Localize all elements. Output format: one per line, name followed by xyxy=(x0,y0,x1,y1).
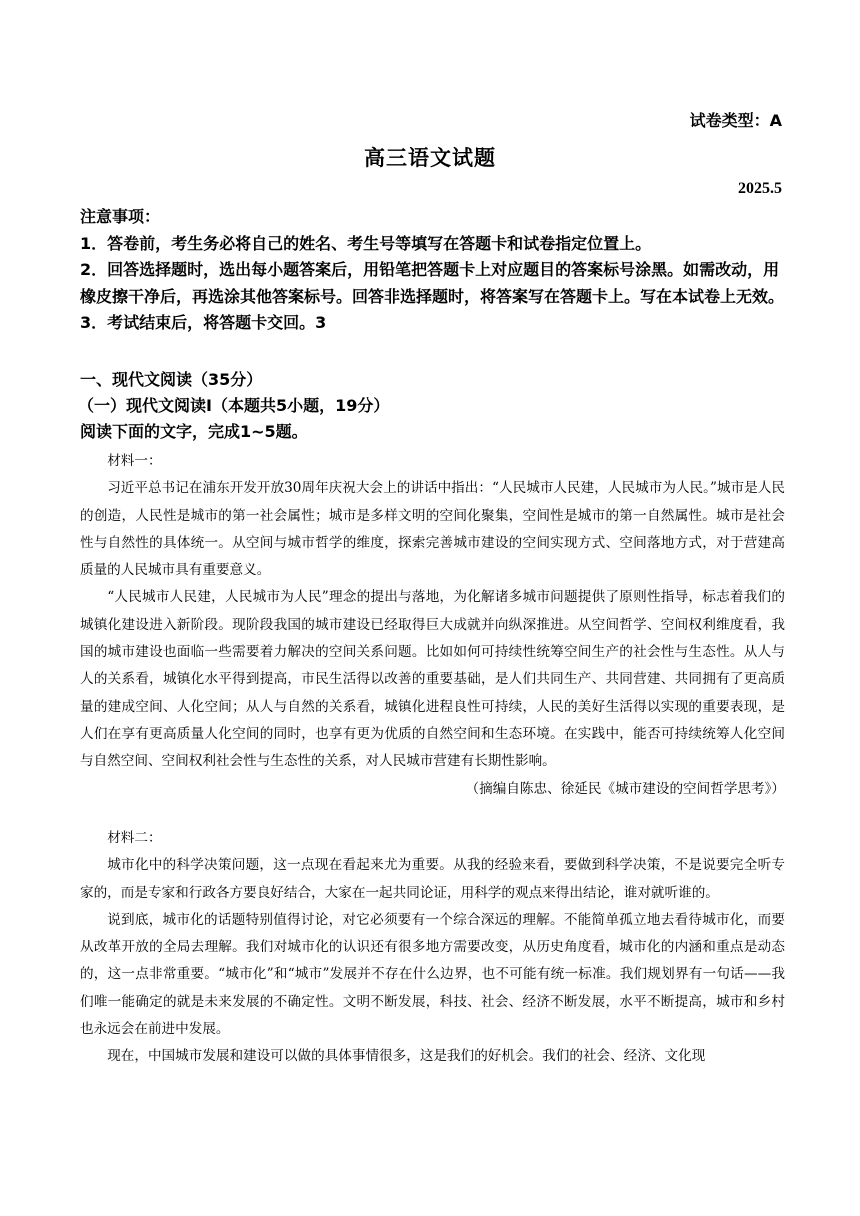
exam-type-label: 试卷类型：A xyxy=(689,111,782,130)
notice-item: 1．答卷前，考生务必将自己的姓名、考生号等填写在答题卡和试卷指定位置上。 xyxy=(80,233,652,253)
material-paragraph: “人民城市人民建，人民城市为人民”理念的提出与落地，为化解诸多城市问题提供了原则性指导，标志着我们的城镇化建设进入新阶段。现阶段我国的城市建设已经取得巨大成就并向纵深推进。从空间哲学、空间权利维度看，我国的城市建设也面临一些需要着力解决的空间关系问题。比如如何可持续性统筹空间生产的社会性与生态性。从人与人的关系看，城镇化水平得到提高，市民生活得以改善的重要基础，是人们共同生产、共同营建、共同拥有了更高质量的建成空间、人化空间；从人与自然的关系看，城镇化进程良性可持续，人民的美好生活得以实现的重要表现，是人们在享有更高质量人化空间的同时，也享有更为优质的自然空间和生态环境。在实践中，能否可持续统筹人化空间与自然空间、空间权利社会性与生态性的关系，对人民城市营建有长期性影响。 xyxy=(80,589,785,770)
page-title: 高三语文试题 xyxy=(364,146,496,170)
material-paragraph: 习近平总书记在浦东开发开放30周年庆祝大会上的讲话中指出：“人民城市人民建，人民城市为人民。”城市是人民的创造，人民性是城市的第一社会属性；城市是多样文明的空间化聚集，空间性是城市的第一自然属性。城市是社会性与自然性的具体统一。从空间与城市哲学的维度，探索完善城市建设的空间实现方式、空间落地方式，对于营建高质量的人民城市具有重要意义。 xyxy=(80,480,785,579)
material-source: （摘编自陈忠、徐延民《城市建设的空间哲学思考》） xyxy=(465,780,785,797)
material-one xyxy=(80,448,785,803)
section-header xyxy=(80,367,785,445)
notice-heading: 注意事项： xyxy=(80,207,161,226)
section-title: 一、现代文阅读（35分） xyxy=(80,370,263,389)
exam-date: 2025.5 xyxy=(738,180,782,197)
material-two xyxy=(80,825,785,1071)
section-instruction: 阅读下面的文字，完成1~5题。 xyxy=(80,422,308,441)
material-paragraph: 说到底，城市化的话题特别值得讨论，对它必须要有一个综合深远的理解。不能简单孤立地去看待城市化，而要从改革开放的全局去理解。我们对城市化的认识还有很多地方需要改变，从历史角度看，城市化的内涵和重点是动态的，这一点非常重要。“城市化”和“城市”发展并不存在什么边界，也不可能有统一标准。我们规划界有一句话——我们唯一能确定的就是未来发展的不确定性。文明不断发展，科技、社会、经济不断发展，水平不断提高，城市和乡村也永远会在前进中发展。 xyxy=(80,911,785,1038)
material-paragraph: 城市化中的科学决策问题，这一点现在看起来尤为重要。从我的经验来看，要做到科学决策，不是说要完全听专家的，而是专家和行政各方要良好结合，大家在一起共同论证，用科学的观点来得出结论，谁对就听谁的。 xyxy=(80,857,785,901)
material-paragraph: 现在，中国城市发展和建设可以做的具体事情很多，这是我们的好机会。我们的社会、经济、文化现 xyxy=(107,1048,706,1065)
section-subtitle: （一）现代文阅读Ⅰ（本题共5小题，19分） xyxy=(78,396,390,415)
notice-section xyxy=(80,204,785,337)
notice-item: 3．考试结束后，将答题卡交回。3 xyxy=(80,313,327,332)
notice-item: 2．回答选择题时，选出每小题答案后，用铅笔把答题卡上对应题目的答案标号涂黑。如需改动，用橡皮擦干净后，再选涂其他答案标号。回答非选择题时，将答案写在答题卡上。写在本试卷上无效。 xyxy=(80,260,785,306)
material-label: 材料一： xyxy=(107,453,162,469)
material-label: 材料二： xyxy=(107,830,162,846)
